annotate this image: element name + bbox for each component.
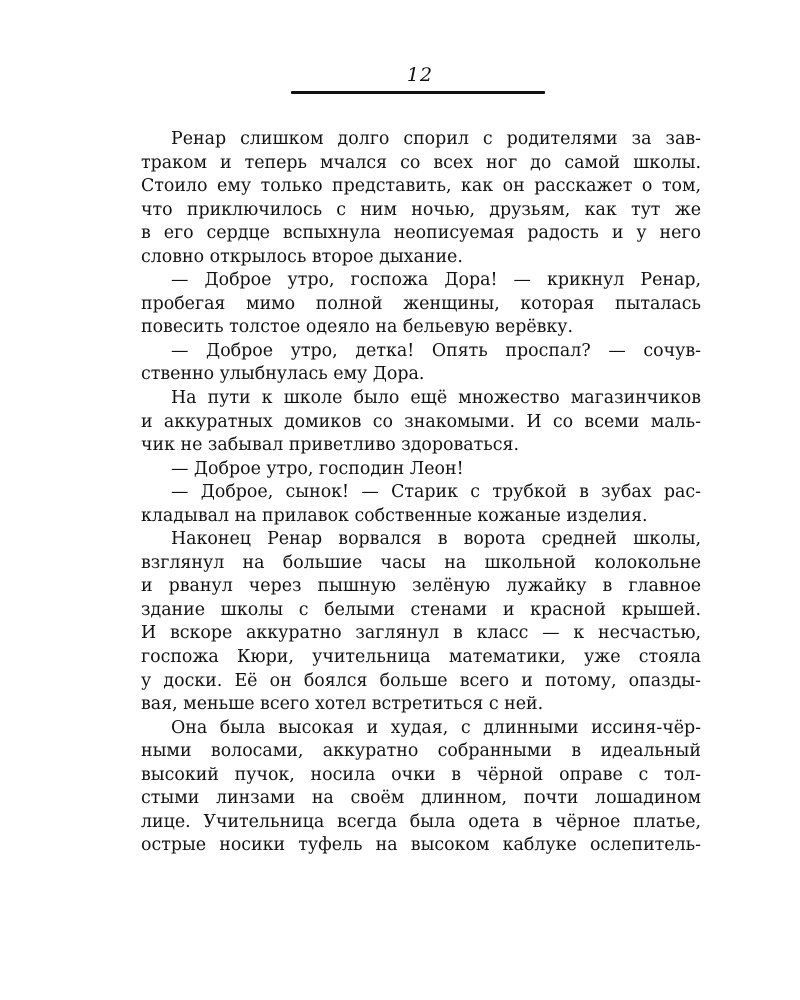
text-line: стыми линзами на своём длинном, почти лошадином bbox=[141, 788, 701, 809]
text-line: вая, меньше всего хотел встретиться с ней. bbox=[141, 694, 544, 715]
text-line: траком и теперь мчался со всех ног до самой школы. bbox=[141, 152, 701, 173]
text-line: Она была высокая и худая, с длинными иссиня-чёр- bbox=[171, 717, 701, 738]
text-line: взглянул на большие часы на школьной колокольне bbox=[141, 552, 701, 573]
text-line: — Доброе, сынок! — Старик с трубкой в зубах рас- bbox=[171, 482, 701, 503]
text-line: здание школы с белыми стенами и красной крышей. bbox=[141, 599, 701, 620]
header-rule bbox=[291, 91, 545, 94]
text-line: словно открылось второе дыхание. bbox=[141, 246, 463, 267]
text-line: пробегая мимо полной женщины, которая пыталась bbox=[141, 293, 701, 314]
text-line: Наконец Ренар ворвался в ворота средней школы, bbox=[171, 529, 701, 550]
text-line: И вскоре аккуратно заглянул в класс — к несчастью, bbox=[141, 623, 701, 644]
text-line: высокий пучок, носила очки в чёрной оправе с тол- bbox=[141, 764, 701, 785]
text-line: — Доброе утро, господин Леон! bbox=[171, 458, 464, 479]
text-line: и аккуратных домиков со знакомыми. И со всеми маль- bbox=[141, 411, 701, 432]
text-line: и рванул через пышную зелёную лужайку в главное bbox=[141, 576, 701, 597]
text-line: ственно улыбнулась ему Дора. bbox=[141, 364, 425, 385]
text-line: у доски. Её он боялся больше всего и потому, опазды- bbox=[141, 670, 701, 691]
text-line: Ренар слишком долго спорил с родителями за зав- bbox=[171, 129, 701, 149]
text-line: острые носики туфель на высоком каблуке ослепитель- bbox=[141, 835, 701, 856]
text-line: лице. Учительница всегда была одета в чёрное платье, bbox=[141, 811, 701, 832]
text-line: в его сердце вспыхнула неописуемая радость и у него bbox=[141, 223, 701, 244]
text-line: ными волосами, аккуратно собранными в идеальный bbox=[141, 741, 701, 762]
text-line: Стоило ему только представить, как он расскажет о том, bbox=[141, 176, 701, 197]
text-line: — Доброе утро, детка! Опять проспал? — сочув- bbox=[171, 340, 701, 361]
text-line: — Доброе утро, госпожа Дора! — крикнул Ренар, bbox=[171, 270, 701, 291]
text-line: повесить толстое одеяло на бельевую верёвку. bbox=[141, 317, 574, 338]
text-line: чик не забывал приветливо здороваться. bbox=[141, 435, 519, 456]
text-line: госпожа Кюри, учительница математики, уже стояла bbox=[141, 647, 701, 668]
page-number: 12 bbox=[406, 64, 434, 86]
text-line: что приключилось с ним ночью, друзьям, как тут же bbox=[141, 199, 701, 220]
text-line: На пути к школе было ещё множество магазинчиков bbox=[171, 388, 701, 409]
text-line: кладывал на прилавок собственные кожаные изделия. bbox=[141, 505, 648, 526]
body-text bbox=[141, 128, 701, 858]
